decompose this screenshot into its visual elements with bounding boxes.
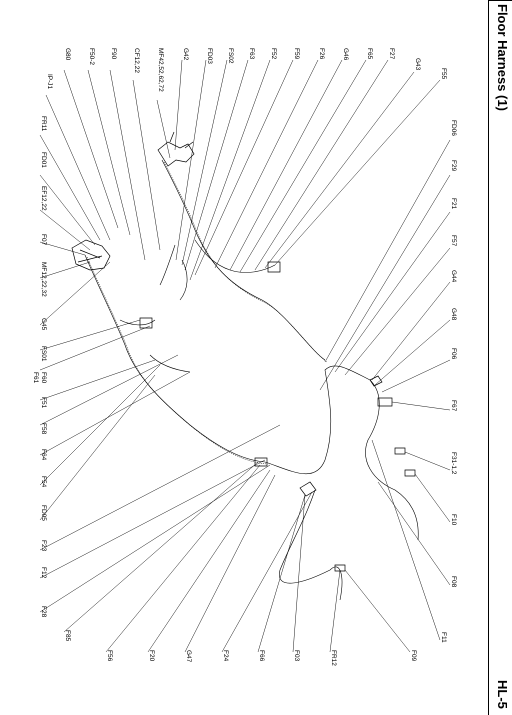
label-fd05: FD05	[40, 505, 47, 521]
harness-top-branch	[195, 240, 275, 272]
label-cf12: CF12,22	[133, 48, 140, 73]
label-f29: F29	[450, 160, 457, 172]
label-f67: F67	[450, 400, 457, 412]
label-f85: F85	[64, 630, 71, 642]
label-f06: F06	[450, 348, 457, 360]
label-f90: F90	[110, 48, 117, 60]
connector-g44	[370, 376, 382, 386]
leader-f27	[255, 60, 388, 270]
label-f52: F52	[270, 48, 277, 60]
label-ef12: EF12,22	[40, 186, 47, 211]
label-f23: F23	[40, 540, 47, 552]
leader-mf12	[40, 262, 90, 278]
leader-f06	[382, 360, 450, 392]
leader-f90	[110, 70, 145, 260]
label-fr12: FR12	[330, 650, 337, 666]
label-g80: G80	[64, 48, 71, 61]
leader-f59	[195, 60, 293, 275]
leader-g43	[265, 72, 414, 268]
label-f58: F58	[40, 423, 47, 435]
leader-fd03	[176, 60, 206, 260]
leader-f50-2	[88, 70, 130, 235]
label-f64: F64	[40, 449, 47, 461]
label-f65: F65	[366, 48, 373, 60]
page-title: Floor Harness (1)	[495, 4, 510, 111]
harness-center-loop	[265, 366, 370, 474]
label-g45: G45	[40, 318, 47, 331]
leader-f52	[190, 60, 270, 280]
leader-f56	[106, 465, 260, 652]
leader-f66	[258, 495, 305, 652]
connector-f31	[395, 448, 405, 454]
label-f57: F57	[450, 235, 457, 247]
label-f54: F54	[40, 476, 47, 488]
leader-f20	[148, 470, 270, 652]
leader-f09	[345, 570, 410, 652]
leader-g46	[230, 60, 342, 270]
label-fs01: FS01	[40, 346, 47, 362]
label-f51: F51	[40, 397, 47, 409]
leader-f26	[215, 60, 318, 268]
page-code: HL-5	[495, 680, 510, 709]
harness-left-shade	[87, 257, 267, 464]
leader-f21	[335, 212, 450, 372]
leader-f08	[378, 482, 450, 585]
leader-f10	[415, 474, 450, 522]
label-fr11: FR11	[40, 116, 47, 132]
connector-fd03	[268, 262, 280, 272]
label-fd06: FD06	[450, 120, 457, 136]
label-ip-j1: IP-J1	[46, 74, 53, 90]
leader-f31	[405, 452, 450, 470]
leader-f51	[40, 360, 155, 400]
label-fs02: FS02	[227, 48, 234, 64]
leader-fr11	[40, 135, 100, 240]
label-g44: G44	[450, 270, 457, 283]
label-f11: F11	[440, 632, 447, 643]
label-f08: F08	[450, 576, 457, 588]
label-g48: G48	[450, 308, 457, 321]
harness-lower-branch	[279, 490, 342, 600]
connector-f67	[378, 398, 392, 406]
connector-cluster-left	[72, 240, 110, 270]
label-mf42: MF42,52,62,72	[157, 48, 164, 92]
leader-fd01	[40, 175, 95, 245]
label-f27: F27	[388, 48, 395, 60]
label-f07: F07	[40, 234, 47, 246]
leader-fr12	[330, 570, 340, 652]
leader-fd06	[325, 140, 450, 362]
label-f59: F59	[293, 48, 300, 60]
leader-f03	[293, 495, 305, 652]
leader-f63	[185, 60, 248, 270]
label-f61: F61	[32, 372, 39, 384]
label-f28: F28	[40, 606, 47, 618]
label-g46: G46	[342, 48, 349, 61]
label-fd03: FD03	[206, 48, 213, 64]
label-f31-2: F31-1,2	[450, 452, 457, 475]
leader-fd05	[40, 375, 155, 520]
label-f66: F66	[258, 650, 265, 662]
leader-f85	[64, 462, 258, 632]
label-f03: F03	[293, 650, 300, 662]
harness-trunk-shade	[164, 162, 327, 362]
leader-g48	[375, 320, 450, 385]
label-g47: G47	[185, 650, 192, 663]
label-f63: F63	[248, 48, 255, 60]
label-f26: F26	[318, 48, 325, 60]
label-f56: F56	[106, 650, 113, 662]
label-mf12: MF12,22,32	[40, 262, 47, 297]
leader-g45	[40, 262, 110, 325]
leader-f54	[40, 365, 160, 488]
leader-cf12	[133, 80, 160, 250]
leader-g42	[175, 60, 182, 150]
label-f10: F10	[450, 514, 457, 526]
label-fd01: FD01	[40, 152, 47, 168]
label-g42: G42	[182, 48, 189, 61]
leader-f65	[240, 60, 366, 272]
leader-g80	[64, 70, 118, 228]
label-f09: F09	[410, 650, 417, 662]
harness-upper-branch	[160, 245, 187, 300]
leader-ip-j1	[46, 95, 110, 240]
label-f50-2: F50-2	[88, 48, 95, 65]
connector-f10	[405, 470, 415, 476]
leader-fs02	[182, 60, 227, 265]
leader-f67	[392, 402, 450, 410]
label-f60: F60	[40, 372, 47, 384]
label-f55: F55	[440, 68, 447, 80]
label-f20: F20	[148, 650, 155, 662]
label-f21: F21	[450, 198, 457, 210]
leader-f29	[320, 175, 450, 390]
label-g43: G43	[414, 58, 421, 71]
leader-f57	[345, 248, 450, 375]
label-f12: F12	[40, 567, 47, 579]
harness-mid-branch	[120, 320, 190, 372]
leader-f28	[40, 465, 270, 612]
leader-f23	[40, 425, 280, 550]
label-f24: F24	[222, 650, 229, 662]
